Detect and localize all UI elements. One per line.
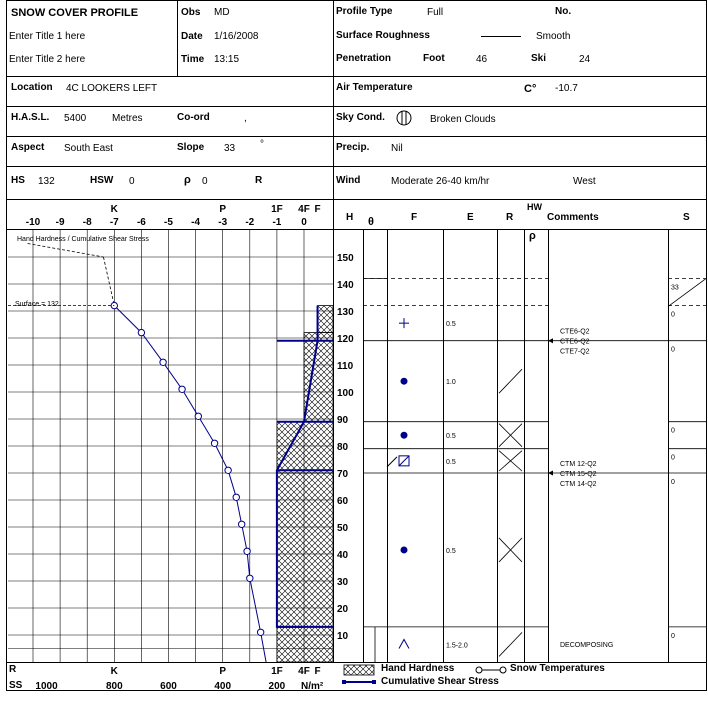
profile-title: SNOW COVER PROFILE [11, 7, 139, 19]
hardness-tick-label: K [110, 204, 118, 215]
temp-tick-label: 0 [301, 217, 307, 228]
col-header-hw: HW [527, 202, 542, 212]
temp-tick-label: -3 [218, 217, 228, 228]
legend-snow-temperatures-label: Snow Temperatures [510, 663, 605, 674]
snow-temperature-point [225, 467, 231, 473]
height-tick-label: 60 [337, 496, 349, 507]
height-tick-label: 110 [337, 361, 354, 372]
s-value: 0 [671, 479, 675, 486]
sky-cond-value: Broken Clouds [430, 114, 496, 125]
bottom-ss-tick: 1000 [35, 681, 58, 692]
profile-type-value: Full [427, 7, 444, 18]
temp-tick-label: -6 [136, 217, 146, 228]
broken-clouds-icon [397, 111, 411, 125]
bottom-ss-tick: 800 [105, 681, 123, 692]
col-header-s: S [683, 212, 690, 223]
aspect-value: South East [64, 143, 113, 154]
coord-label: Co-ord [177, 112, 210, 123]
s-slope-line [668, 279, 706, 307]
grain-form-square-icon [399, 456, 409, 466]
obs-value: MD [214, 7, 230, 18]
ski-value: 24 [579, 54, 591, 65]
legend-shear-stress-marker [372, 680, 376, 684]
height-tick-label: 80 [337, 442, 349, 453]
profile-type-label: Profile Type [336, 6, 393, 17]
grain-form-dot-icon [401, 378, 408, 385]
bottom-r-tick: 4F [298, 666, 310, 677]
legend-snow-temperature-marker [476, 667, 482, 673]
no-label: No. [555, 6, 572, 17]
location-label: Location [11, 82, 53, 93]
legend-hand-hardness-swatch [344, 665, 374, 675]
s-value: 0 [671, 311, 675, 319]
hardness-tick-label: F [314, 204, 321, 215]
hs-label: HS [11, 175, 25, 186]
col-header-hw-density: ρ [529, 230, 536, 242]
date-value: 1/16/2008 [214, 31, 259, 42]
temp-tick-label: -10 [25, 217, 41, 228]
r-label: R [255, 175, 263, 186]
resistance-slash-icon [499, 632, 522, 656]
legend-shear-stress-label: Cumulative Shear Stress [381, 676, 499, 687]
hasl-unit: Metres [112, 113, 143, 124]
height-tick-label: 150 [337, 253, 354, 264]
penetration-label: Penetration [336, 53, 392, 64]
col-header-theta: θ [368, 216, 374, 228]
air-temp-unit: C° [524, 83, 537, 95]
legend-shear-stress-marker [342, 680, 346, 684]
bottom-r-tick: P [219, 666, 227, 677]
bottom-r-label: R [9, 664, 17, 675]
height-tick-label: 20 [337, 604, 349, 615]
precip-label: Precip. [336, 142, 370, 153]
slope-unit: ° [260, 139, 264, 150]
hand-hardness-bar [318, 306, 333, 333]
slope-value: 33 [224, 143, 236, 154]
comment-text: CTE6-Q2 [560, 338, 590, 346]
comment-text: CTE6-Q2 [560, 328, 590, 336]
comment-text: CTM 12-Q2 [560, 461, 597, 468]
temp-tick-label: -8 [82, 217, 92, 228]
s-value: 0 [671, 632, 675, 640]
hsw-label: HSW [90, 175, 114, 186]
grain-form-caret-icon [399, 639, 409, 648]
snow-temperature-point [195, 413, 201, 419]
height-tick-label: 130 [337, 307, 354, 318]
surface-roughness-value: Smooth [536, 31, 571, 42]
time-label: Time [181, 54, 205, 65]
height-tick-label: 10 [337, 631, 349, 642]
foot-label: Foot [423, 53, 445, 64]
hardness-tick-label: 4F [298, 204, 310, 215]
bottom-ss-label: SS [9, 680, 23, 691]
bottom-ss-tick: 400 [214, 681, 232, 692]
title-1[interactable]: Enter Title 1 here [9, 31, 86, 42]
snow-temperature-point [233, 494, 239, 500]
bottom-r-tick: 1F [271, 666, 283, 677]
s-value: 0 [671, 346, 675, 354]
sky-cond-label: Sky Cond. [336, 112, 385, 123]
col-header-h: H [346, 212, 354, 223]
date-label: Date [181, 31, 203, 42]
hasl-label: H.A.S.L. [11, 112, 50, 123]
height-tick-label: 50 [337, 523, 349, 534]
bottom-ss-tick: 200 [268, 681, 286, 692]
hsw-value: 0 [129, 176, 135, 187]
bottom-r-tick: K [110, 666, 118, 677]
s-value: 0 [671, 427, 675, 435]
legend-snow-temperature-marker [500, 667, 506, 673]
hasl-value: 5400 [64, 113, 87, 124]
outer-frame [7, 1, 707, 691]
bottom-r-tick: F [314, 666, 321, 677]
hand-hardness-bar [304, 333, 333, 422]
air-temp-label: Air Temperature [336, 82, 413, 93]
comment-text: DECOMPOSING [560, 642, 614, 650]
temp-above-surface-dashed [103, 257, 114, 306]
surface-annotation: Surface = 132 [15, 301, 59, 308]
density-label: ρ [184, 174, 191, 186]
precip-value: Nil [391, 143, 403, 154]
snow-temperature-point [244, 548, 250, 554]
grain-size-value: 0.5 [446, 433, 456, 441]
s-value: 33 [671, 284, 679, 292]
density-value: 0 [202, 176, 208, 187]
location-value: 4C LOOKERS LEFT [66, 83, 158, 94]
resistance-slash-icon [499, 369, 522, 393]
height-tick-label: 100 [337, 388, 354, 399]
hs-value: 132 [38, 176, 55, 187]
surface-roughness-label: Surface Roughness [336, 30, 430, 41]
grain-size-value: 0.5 [446, 458, 456, 466]
bottom-ss-tick: 600 [160, 681, 177, 692]
hand-hardness-bar [277, 422, 333, 473]
snow-temperature-point [247, 575, 253, 581]
height-tick-label: 90 [337, 415, 349, 426]
snow-temperature-point [179, 386, 185, 392]
col-header-r: R [506, 212, 514, 223]
theta-slope-line [387, 457, 397, 467]
height-tick-label: 140 [337, 280, 354, 291]
bottom-ss-tick: N/m² [301, 681, 324, 692]
wind-value: Moderate 26-40 km/hr [391, 176, 490, 187]
coord-value: , [244, 113, 247, 124]
air-temp-value: -10.7 [555, 83, 578, 94]
legend-hand-hardness-label: Hand Hardness [381, 663, 455, 674]
col-header-comments: Comments [547, 212, 599, 223]
s-value: 0 [671, 454, 675, 462]
col-header-f: F [411, 212, 418, 223]
comment-text: CTM 14-Q2 [560, 481, 597, 488]
col-header-e: E [467, 212, 474, 223]
comment-text: CTE7-Q2 [560, 348, 590, 356]
obs-label: Obs [181, 7, 201, 18]
snow-temperature-point [238, 521, 244, 527]
wind-direction: West [573, 176, 596, 187]
snow-temperature-point [138, 329, 144, 335]
hand-hardness-annotation: Hand Hardness / Cumulative Shear Stress [17, 236, 149, 243]
wind-label: Wind [336, 175, 361, 186]
snow-temperature-point [160, 359, 166, 365]
snow-temperature-line [114, 306, 266, 662]
temp-above-surface-dashed [28, 244, 104, 258]
grain-size-value: 0.5 [446, 321, 456, 329]
comment-text: CTM 15-Q2 [560, 471, 597, 478]
hand-hardness-bar [277, 473, 333, 662]
grain-size-value: 1.0 [446, 379, 456, 387]
slope-label: Slope [177, 142, 205, 153]
foot-value: 46 [476, 54, 488, 65]
height-tick-label: 40 [337, 550, 349, 561]
aspect-label: Aspect [11, 142, 45, 153]
hardness-tick-label: P [219, 204, 227, 215]
height-tick-label: 30 [337, 577, 349, 588]
grain-size-value: 1.5-2.0 [446, 642, 468, 650]
temp-tick-label: -9 [55, 217, 65, 228]
temp-tick-label: -5 [164, 217, 173, 228]
temp-tick-label: -1 [272, 217, 282, 228]
grain-form-dot-icon [401, 546, 408, 553]
height-tick-label: 120 [337, 334, 354, 345]
ski-label: Ski [531, 53, 547, 64]
temp-tick-label: -2 [245, 217, 255, 228]
time-value: 13:15 [214, 54, 240, 65]
snow-temperature-point [257, 629, 263, 635]
hardness-tick-label: 1F [271, 204, 283, 215]
snow-temperature-point [211, 440, 217, 446]
temp-tick-label: -4 [191, 217, 201, 228]
grain-form-dot-icon [401, 432, 408, 439]
title-2[interactable]: Enter Title 2 here [9, 54, 86, 65]
height-tick-label: 70 [337, 469, 349, 480]
grain-size-value: 0.5 [446, 547, 456, 555]
temp-tick-label: -7 [109, 217, 119, 228]
